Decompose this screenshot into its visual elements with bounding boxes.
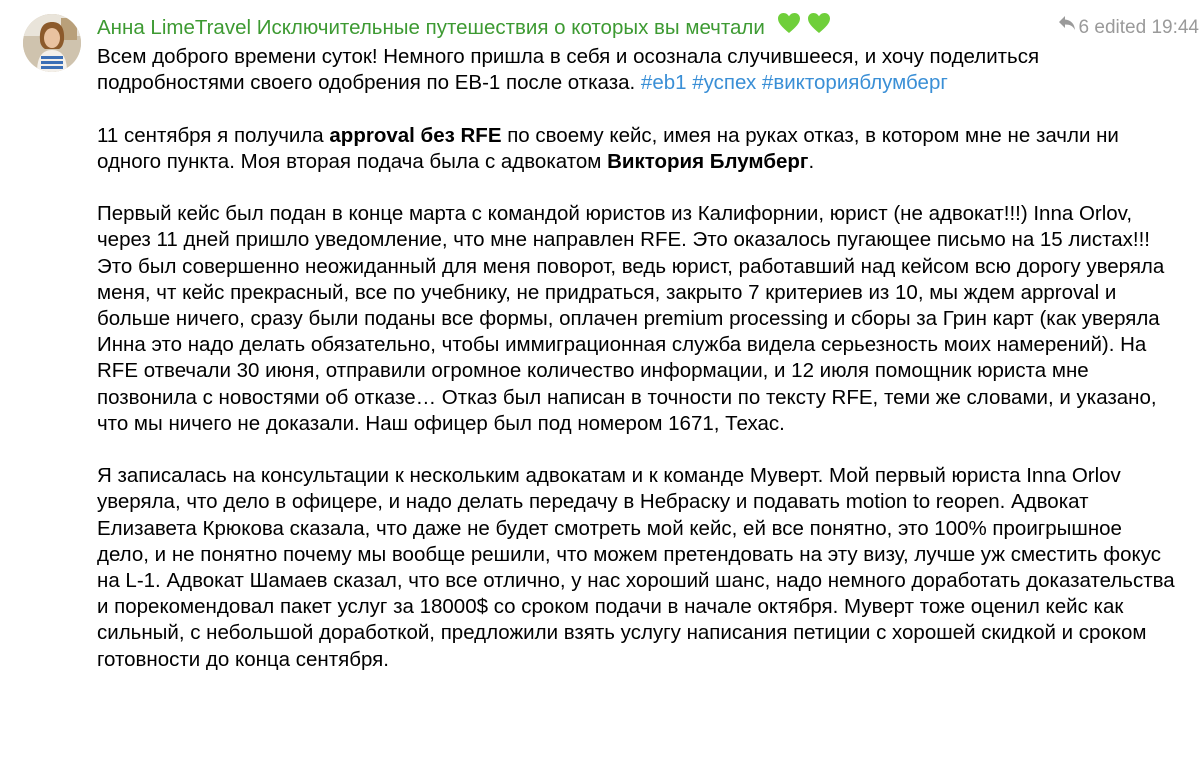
bold-text: approval без RFE [329,123,502,147]
hashtag-link[interactable]: #успех [692,71,757,95]
reply-count: 6 [1078,17,1090,38]
message-header [97,14,831,42]
message-paragraph [97,44,1177,96]
paragraph-text: . [808,149,815,173]
user-photo-icon [23,14,81,72]
edited-label: edited [1094,17,1147,38]
hashtag-link[interactable]: #eb1 [640,71,687,95]
green-heart-icon [777,12,801,42]
green-heart-icon [807,12,831,42]
message-meta [1058,14,1199,42]
message-paragraph: Я записалась на консультации к нескольким адвокатам и к команде Муверт. Мой первый юриста Inna Orlov уверяла, что дело в офицере, и надо делать передачу в Небраску и подавать motion to reopen. Адвокат Елизавета Крюкова сказала, что даже не будет смотреть мой кейс, ей все понятно, это 100% проигрышное дело, и не понятно почему мы вообще решили, что можем претендовать на эту визу, лучше уж сместить фокус на L-1. Адвокат Шамаев сказал, что все отлично, у нас хороший шанс, надо немного доработать доказательства и порекомендовал пакет услуг за 18000$ со сроком подачи в начале октября. Муверт тоже оценил кейс как сильный, с небольшой доработкой, предложили взять услугу написания петиции с хорошей скидкой и сроком готовности до конца сентября. [97,464,1175,671]
reply-arrow-icon[interactable] [1058,12,1076,40]
message-paragraph [97,123,1177,175]
paragraph-text: по своему кейс, имея на руках отказ, в котором мне не зачли ни одного пункта. Моя вторая подача была с адвокатом [97,123,1119,173]
sender-name[interactable]: Анна LimeTravel Исключительные путешествия о которых вы мечтали [97,16,765,39]
message-time: 19:44 [1151,17,1199,38]
bold-text: Виктория Блумберг [607,149,809,173]
message-body [97,44,1177,699]
hashtag-link[interactable]: #викторияблумберг [761,71,948,95]
message-paragraph: Первый кейс был подан в конце марта с командой юристов из Калифорнии, юрист (не адвокат!!!) Inna Orlov, через 11 дней пришло уведомление, что мне направлен RFE. Это оказалось пугающее письмо на 15 листах!!! Это был совершенно неожиданный для меня поворот, ведь юрист, работавший над кейсом всю дорогу уверяла меня, чт кейс прекрасный, все по учебнику, не придраться, закрыто 7 критериев из 10, мы ждем approval и больше ничего, сразу были поданы все формы, оплачен premium processing и сборы за Грин карт (как уверяла Инна это надо делать обязательно, чтобы иммиграционная служба видела серьезность моих намерений). На RFE отвечали 30 июня, отправили огромное количество информации, и 12 июля помощник юриста мне позвонила с новостями об отказе… Отказ был написан в точности по тексту RFE, теми же словами, и указано, что мы ничего не доказали. Наш офицер был под номером 1671, Техас. [97,202,1165,435]
paragraph-text: 11 сентября я получила [97,123,330,147]
paragraph-text: Всем доброго времени суток! Немного пришла в себя и осознала случившееся, и хочу поделиться подробностями своего одобрения по ЕВ-1 после отказа. [97,45,1040,95]
sender-avatar[interactable] [23,14,81,72]
